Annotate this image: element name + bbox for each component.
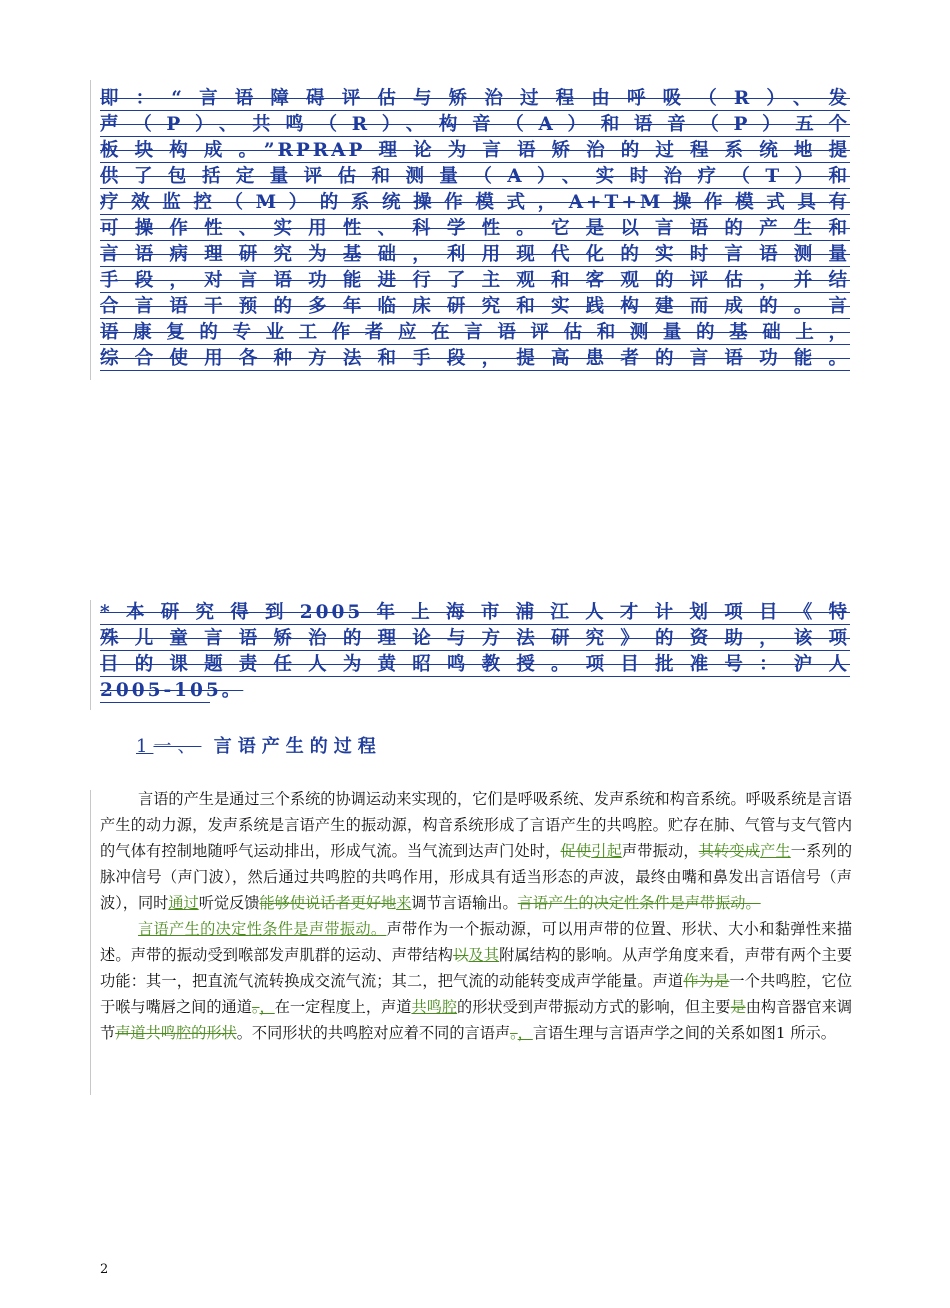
inserted-text: 引起 bbox=[591, 842, 622, 860]
deleted-text: 促使 bbox=[560, 842, 592, 860]
text-line: 综合使用各种方法和手段，提高患者的言语功能。 bbox=[100, 348, 850, 369]
text-line: *本研究得到2005年上海市浦江人才计划项目《特 bbox=[100, 602, 850, 623]
page-number: 2 bbox=[100, 1262, 109, 1277]
text-line: 板块构成。”RPRAP理论为言语矫治的过程系统地提 bbox=[100, 140, 850, 161]
text-line: 目的课题责任人为黄昭鸣教授。项目批准号：沪人 bbox=[100, 654, 850, 675]
inserted-text: 来 bbox=[396, 894, 412, 912]
inserted-text: ， bbox=[259, 998, 275, 1016]
inserted-text: 及 bbox=[468, 946, 484, 964]
deleted-text: 能够使说话者更好地 bbox=[259, 894, 397, 912]
inserted-text: 言语产生的决定性条件是声带振动。 bbox=[138, 920, 387, 938]
deleted-text: 以 bbox=[453, 946, 469, 964]
body-text bbox=[100, 786, 852, 1046]
text-line: 声（P）、共鸣（R）、构音（A）和语音（P）五个 bbox=[100, 114, 850, 135]
text-line: 合言语干预的多年临床研究和实践构建而成的。言 bbox=[100, 296, 850, 317]
deleted-text: 。 bbox=[251, 998, 260, 1016]
heading-number-inserted: 1 bbox=[136, 736, 154, 757]
text-line: 即：“言语障碍评估与矫治过程由呼吸（R）、发 bbox=[100, 88, 850, 109]
margin-rule bbox=[90, 790, 91, 1095]
text-line: 可操作性、实用性、科学性。它是以言语的产生和 bbox=[100, 218, 850, 239]
paragraph-vocal-folds: 言语产生的决定性条件是声带振动。声带作为一个振动源，可以用声带的位置、形状、大小和黏弹性来描述。声带的振动受到喉部发声肌群的运动、声带结构以及其附属结构的影响。从声学角度来看，声带有两个主要功能：其一，把直流气流转换成交流气流；其二，把气流的动能转变成声学能量。声道作为是一个共鸣腔，它位于喉与嘴唇之间的通道。，在一定程度上，声道共鸣腔的形状受到声带振动方式的影响，但主要是由构音器官来调节声道共鸣腔的形状。不同形状的共鸣腔对应着不同的言语声。，言语生理与言语声学之间的关系如图1 所示。 bbox=[100, 920, 853, 1042]
inserted-text: 其 bbox=[483, 946, 500, 964]
deleted-footnote bbox=[100, 600, 850, 704]
deleted-text: 。 bbox=[510, 1024, 518, 1042]
text-line: 殊儿童言语矫治的理论与方法研究》的资助，该项 bbox=[100, 628, 850, 649]
section-heading bbox=[136, 732, 382, 758]
deleted-text: 是 bbox=[730, 998, 746, 1016]
heading-title: 言语产生的过程 bbox=[213, 736, 382, 757]
inserted-text: 通过 bbox=[168, 894, 199, 912]
margin-rule bbox=[90, 80, 91, 380]
deleted-text: 其转变成 bbox=[698, 842, 761, 860]
text-line: 手段，对言语功能进行了主观和客观的评估，并结 bbox=[100, 270, 850, 291]
text-line: 2005-105。 bbox=[100, 680, 244, 701]
deleted-paragraph-rprap bbox=[100, 86, 850, 372]
deleted-text: 作为是 bbox=[683, 972, 730, 990]
paragraph-speech-production: 言语的产生是通过三个系统的协调运动来实现的，它们是呼吸系统、发声系统和构音系统。呼吸系统是言语产生的动力源，发声系统是言语产生的振动源，构音系统形成了言语产生的共鸣腔。贮存在肺、气管与支气管内的气体有控制地随呼气运动排出，形成气流。当气流到达声门处时，促使引起声带振动，其转变成产生一系列的脉冲信号（声门波），然后通过共鸣腔的共鸣作用，形成具有适当形态的声波，最终由嘴和鼻发出言语信号（声波），同时通过听觉反馈能够使说话者更好地来调节言语输出。言语产生的决定性条件是声带振动。 bbox=[100, 790, 853, 912]
margin-rule bbox=[90, 600, 91, 710]
text-line: 言语病理研究为基础，利用现代化的实时言语测量 bbox=[100, 244, 850, 265]
text-line: 供了包括定量评估和测量（A）、实时治疗（T）和 bbox=[100, 166, 850, 187]
deleted-text: 言语产生的决定性条件是声带振动。 bbox=[517, 894, 761, 912]
inserted-text: 产生 bbox=[760, 842, 791, 860]
heading-number-deleted: 一、 bbox=[153, 736, 202, 757]
text-line: 语康复的专业工作者应在言语评估和测量的基础上， bbox=[100, 322, 850, 343]
deleted-text: 声道共鸣腔的形状 bbox=[115, 1024, 237, 1042]
inserted-text: ， bbox=[517, 1024, 533, 1042]
inserted-text: 共鸣腔 bbox=[411, 998, 458, 1016]
text-line: 疗效监控（M）的系统操作模式，A+T+M操作模式具有 bbox=[100, 192, 850, 213]
